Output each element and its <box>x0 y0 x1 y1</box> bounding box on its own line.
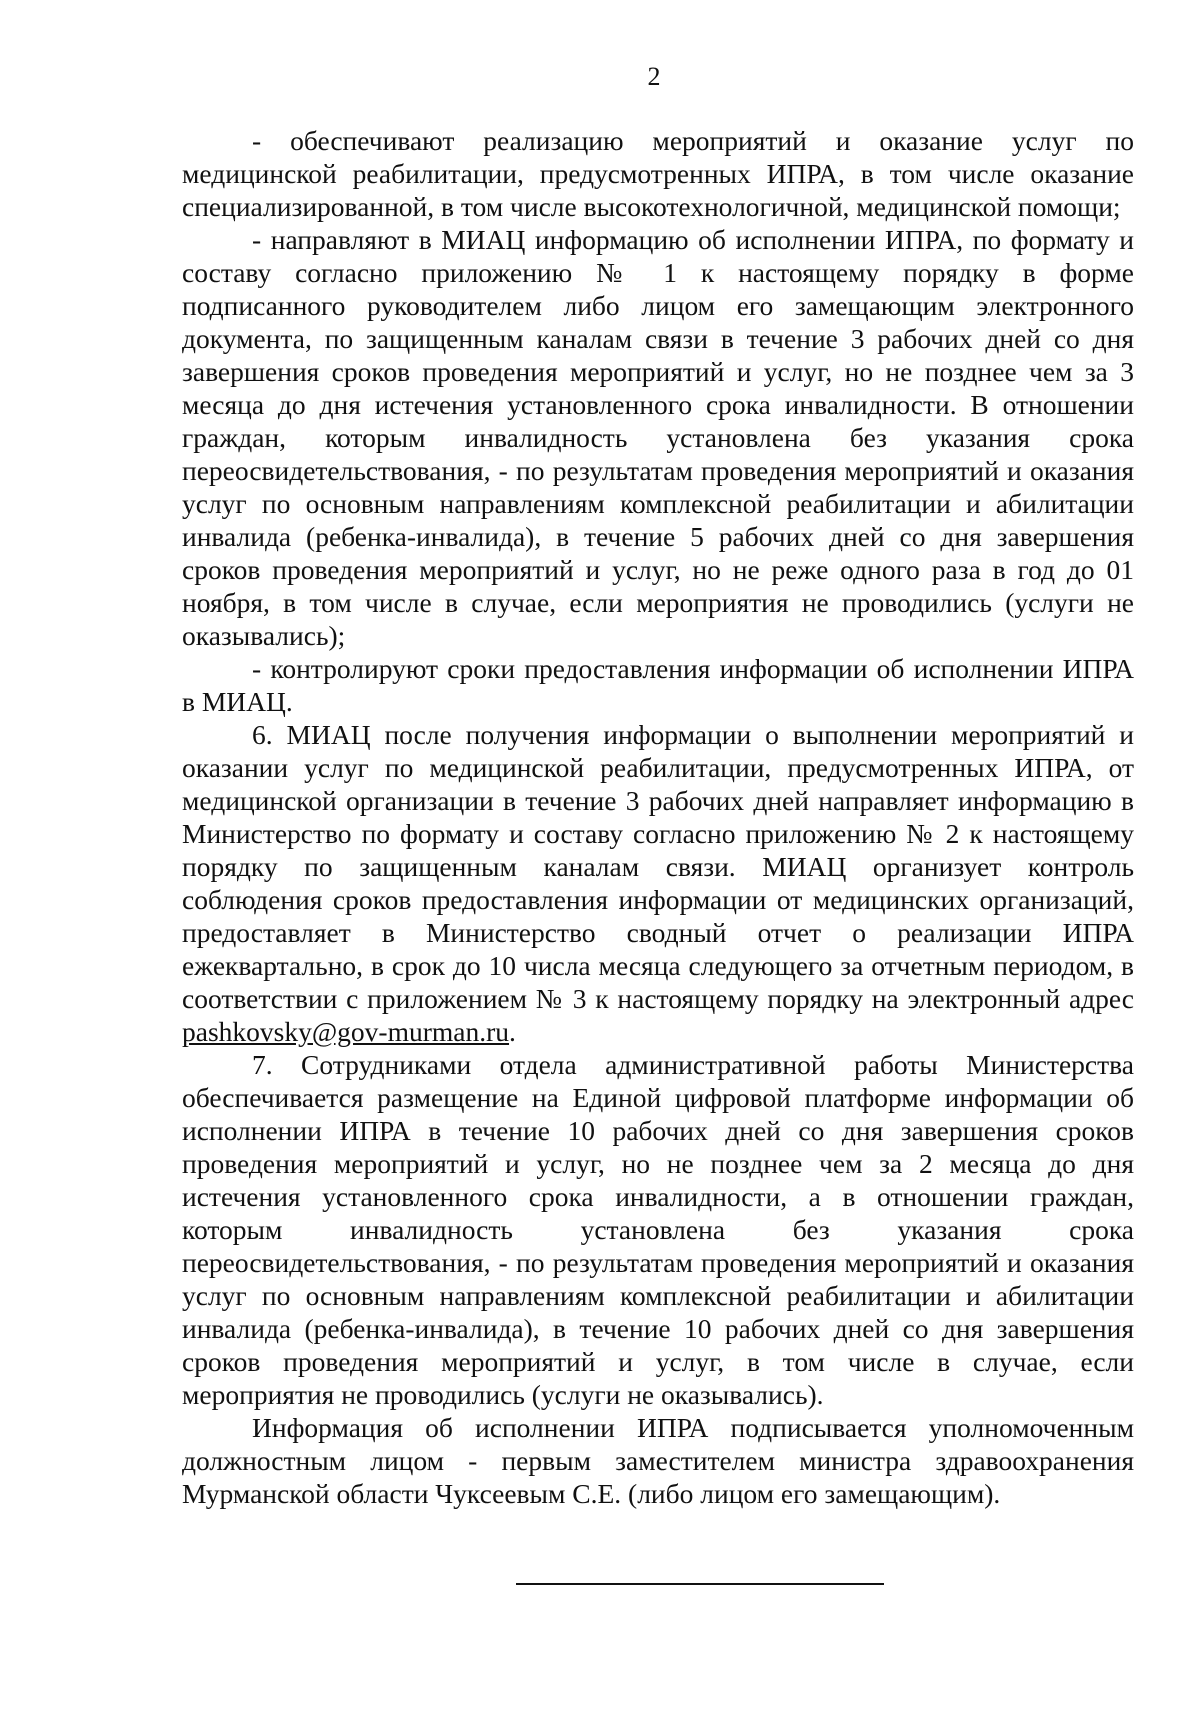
paragraph-item-6 <box>182 718 1134 1048</box>
email-link[interactable]: pashkovsky@gov-murman.ru <box>182 1016 510 1047</box>
paragraph-control-deadlines: - контролируют сроки предоставления информации об исполнении ИПРА в МИАЦ. <box>182 653 1134 717</box>
document-body <box>182 124 1134 1510</box>
end-divider <box>516 1583 884 1585</box>
paragraph-item-6-text: 6. МИАЦ после получения информации о выполнении мероприятий и оказании услуг по медицинской реабилитации, предусмотренных ИПРА, от медицинской организации в течение 3 рабочих дней направляет информацию в Министерство по формату и составу согласно приложению № 2 к настоящему порядку по защищенным каналам связи. МИАЦ организует контроль соблюдения сроков предоставления информации от медицинских организаций, предоставляет в Министерство сводный отчет о реализации ИПРА ежеквартально, в срок до 10 числа месяца следующего за отчетным периодом, в соответствии с приложением № 3 к настоящему порядку на электронный адрес <box>182 719 1134 1014</box>
paragraph-item-7: 7. Сотрудниками отдела административной работы Министерства обеспечивается размещение на Единой цифровой платформе информации об исполнении ИПРА в течение 10 рабочих дней со дня завершения сроков проведения мероприятий и услуг, но не позднее чем за 2 месяца до дня истечения установленного срока инвалидности, а в отношении граждан, которым инвалидность установлена без указания срока переосвидетельствования, - по результатам проведения мероприятий и оказания услуг по основным направлениям комплексной реабилитации и абилитации инвалида (ребенка-инвалида), в течение 10 рабочих дней со дня завершения сроков проведения мероприятий и услуг, в том числе в случае, если мероприятия не проводились (услуги не оказывались). <box>182 1049 1134 1410</box>
email-suffix: . <box>509 1016 516 1047</box>
paragraph-signature-info: Информация об исполнении ИПРА подписывается уполномоченным должностным лицом - первым заместителем министра здравоохранения Мурманской области Чуксеевым С.Е. (либо лицом его замещающим). <box>182 1412 1134 1509</box>
paragraph-send-info-to-miac: - направляют в МИАЦ информацию об исполнении ИПРА, по формату и составу согласно приложению № 1 к настоящему порядку в форме подписанного руководителем либо лицом его замещающим электронного документа, по защищенным каналам связи в течение 3 рабочих дней со дня завершения сроков проведения мероприятий и услуг, но не позднее чем за 3 месяца до дня истечения установленного срока инвалидности. В отношении граждан, которым инвалидность установлена без указания срока переосвидетельствования, - по результатам проведения мероприятий и оказания услуг по основным направлениям комплексной реабилитации и абилитации инвалида (ребенка-инвалида), в течение 5 рабочих дней со дня завершения сроков проведения мероприятий и услуг, но не реже одного раза в год до 01 ноября, в том числе в случае, если мероприятия не проводились (услуги не оказывались); <box>182 224 1134 651</box>
paragraph-provide-rehabilitation: - обеспечивают реализацию мероприятий и оказание услуг по медицинской реабилитации, предусмотренных ИПРА, в том числе оказание специализированной, в том числе высокотехнологичной, медицинской помощи; <box>182 125 1134 222</box>
page-number: 2 <box>647 62 661 91</box>
